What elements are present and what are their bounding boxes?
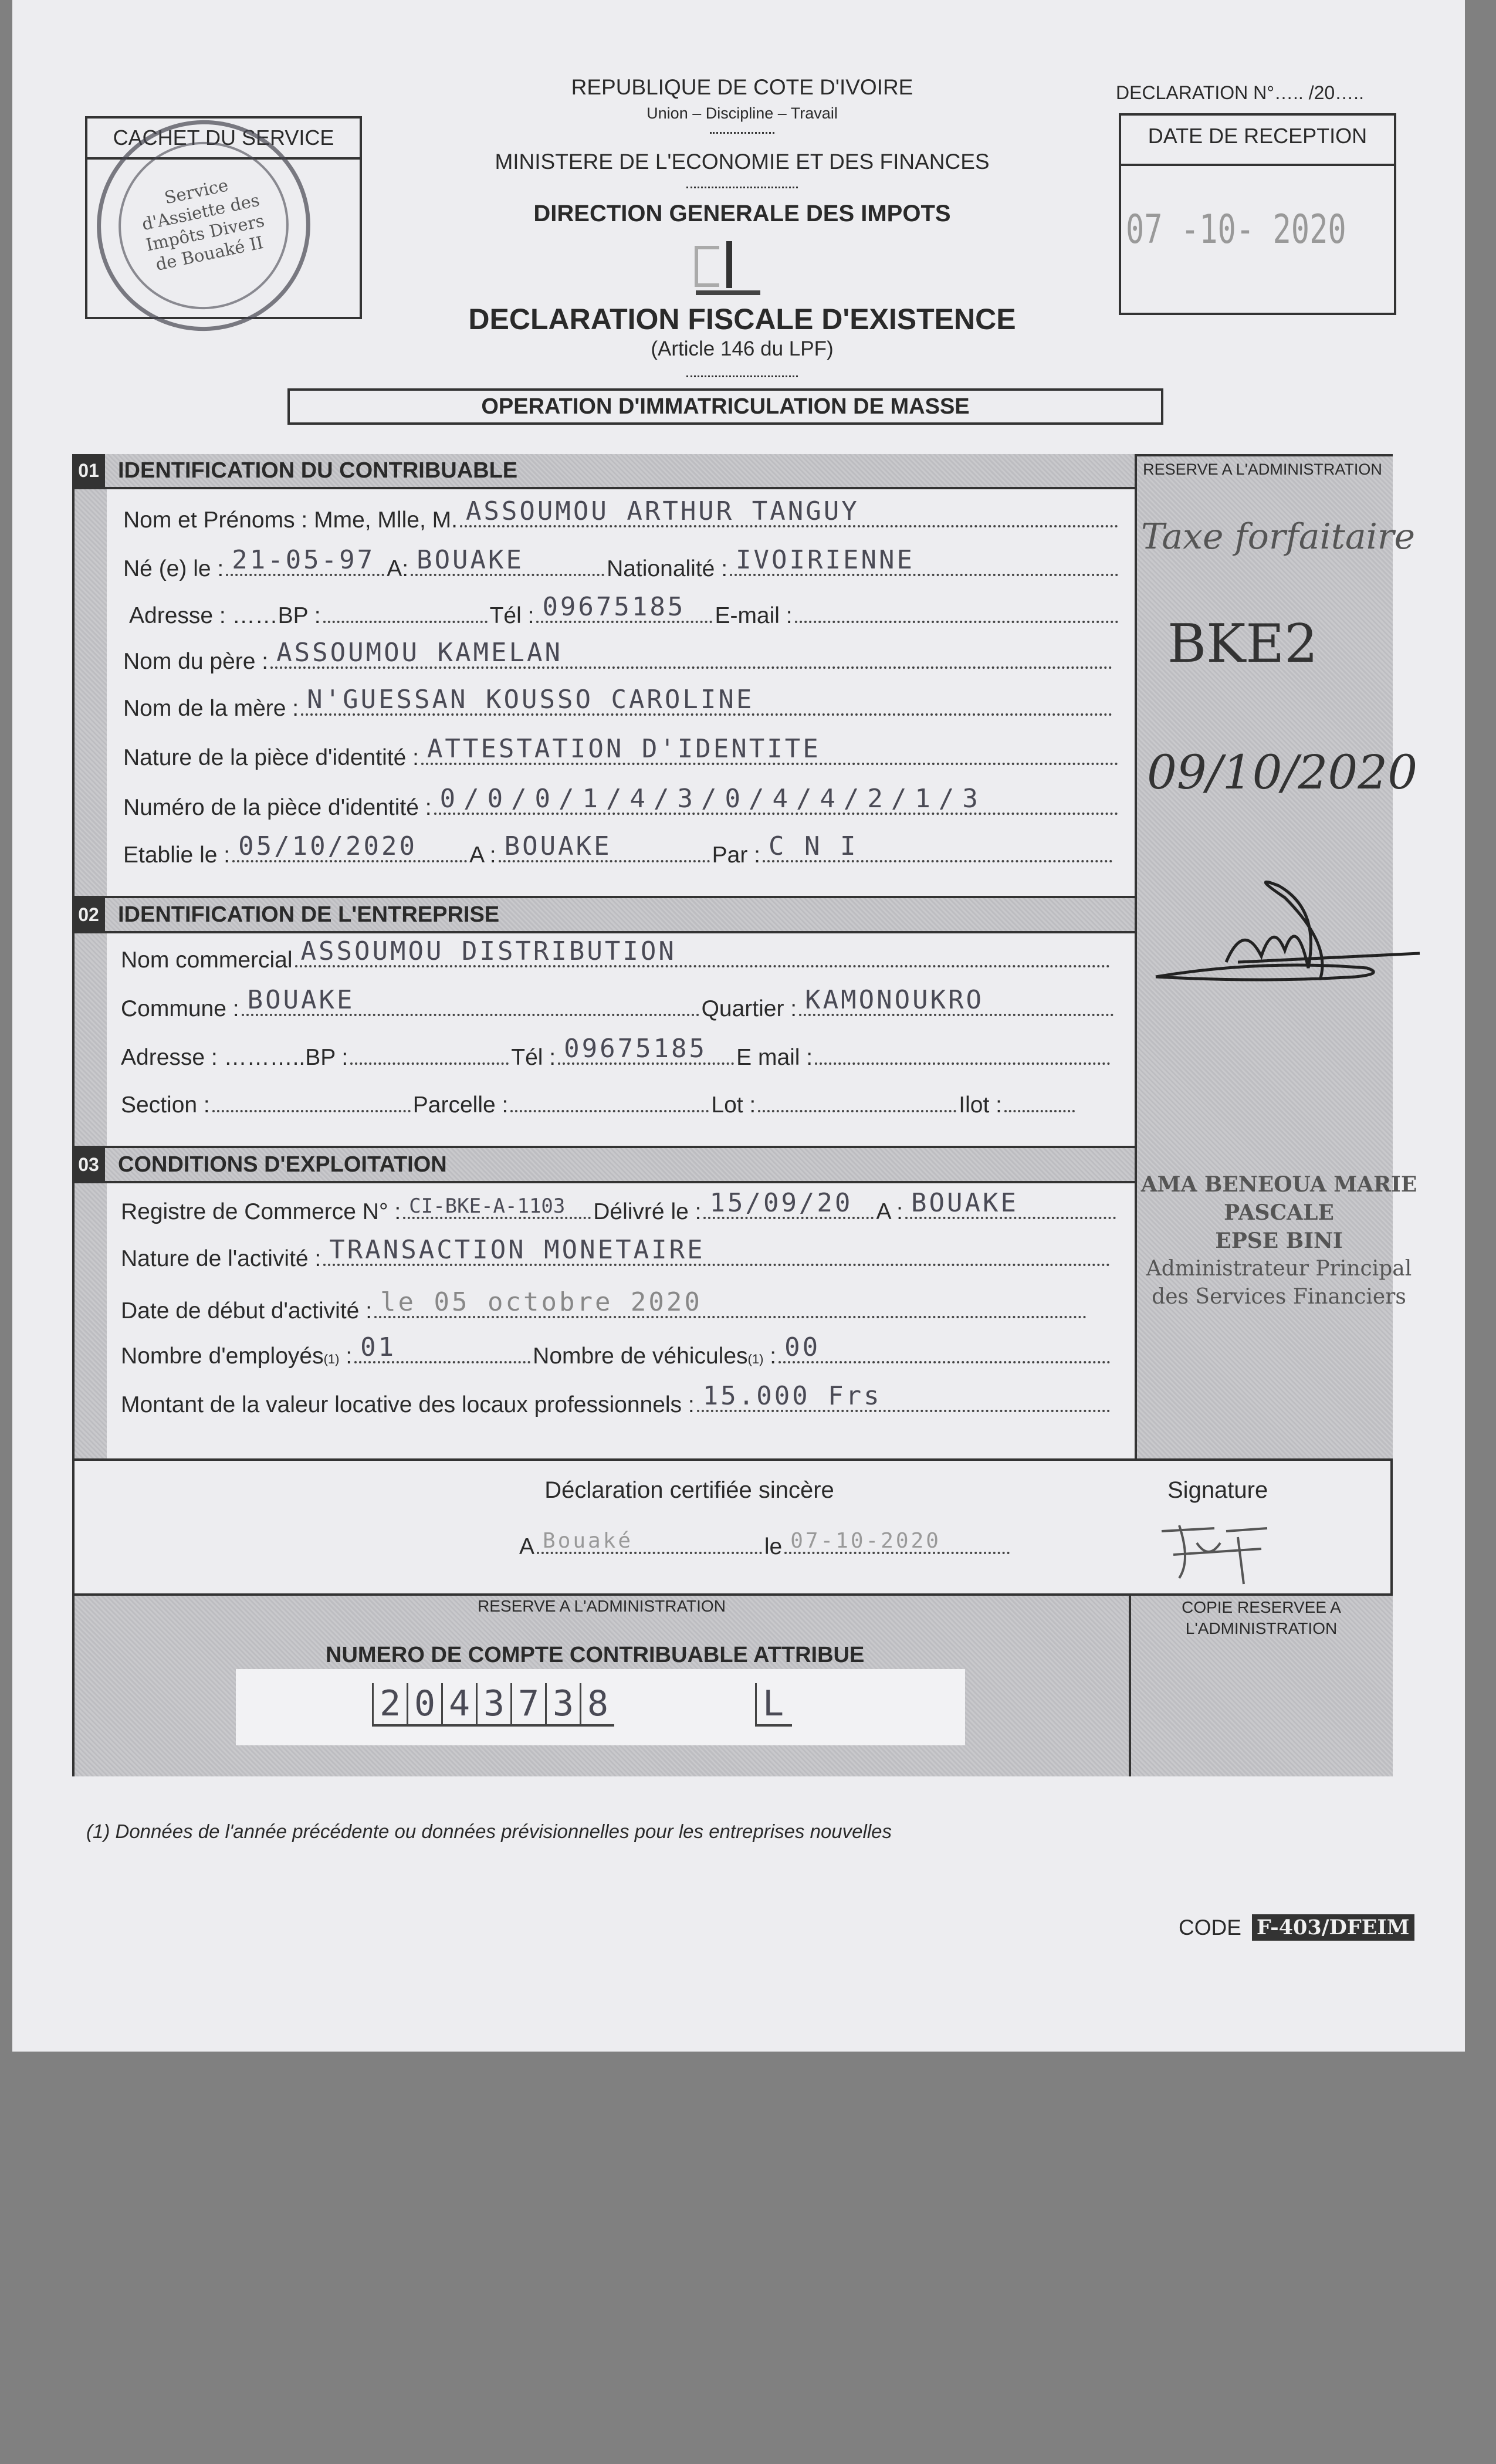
reception-label: DATE DE RECEPTION <box>1148 124 1368 148</box>
vehicles-label: Nombre de véhicules <box>533 1343 748 1369</box>
company-bp-field[interactable] <box>350 1039 509 1065</box>
birthplace-label: A: <box>387 556 409 581</box>
stamp-text: Service d'Assiette des Impôts Divers de Bouaké II <box>140 175 266 275</box>
email-field[interactable] <box>795 597 1118 623</box>
ilot-label: Ilot : <box>959 1092 1002 1118</box>
parcelle-label: Parcelle : <box>412 1092 509 1118</box>
mother-field[interactable] <box>301 685 1112 716</box>
admin-date: 09/10/2020 <box>1147 745 1418 800</box>
colon: : <box>763 1343 777 1369</box>
birthdate-field[interactable] <box>226 545 384 576</box>
admin-signature <box>1144 851 1426 997</box>
tel-field[interactable] <box>536 592 712 623</box>
field-row-effectifs <box>121 1332 1112 1369</box>
certification-text: Déclaration certifiée sincère <box>544 1477 834 1503</box>
field-row-etablie <box>123 831 1115 868</box>
section-field[interactable] <box>212 1087 411 1112</box>
rc-date-field[interactable] <box>703 1188 874 1219</box>
operation-banner: OPERATION D'IMMATRICULATION DE MASSE <box>287 388 1163 425</box>
declaration-number: DECLARATION N°….. /20….. <box>1116 82 1364 103</box>
form-code-label: CODE <box>1179 1915 1241 1940</box>
account-digit: 7 <box>510 1683 545 1724</box>
mother-label: Nom de la mère : <box>123 696 299 721</box>
cert-date-value: 07-10-2020 <box>790 1529 941 1553</box>
employees-value: 01 <box>360 1332 397 1362</box>
id-type-label: Nature de la pièce d'identité : <box>123 745 419 770</box>
company-email-label: E mail : <box>736 1045 813 1070</box>
account-digit: 8 <box>580 1683 614 1724</box>
rental-value-label: Montant de la valeur locative des locaux professionnels : <box>121 1392 695 1417</box>
reception-date-stamp: 07 -10- 2020 <box>1126 207 1346 253</box>
activity-label: Nature de l'activité : <box>121 1246 321 1271</box>
field-row-nom <box>123 496 1121 533</box>
admin-note: Taxe forfaitaire <box>1141 516 1415 557</box>
nom-field[interactable] <box>460 496 1118 527</box>
footnote-mark: (1) <box>323 1352 340 1366</box>
trade-name-field[interactable] <box>295 936 1110 967</box>
ilot-field[interactable] <box>1004 1087 1075 1112</box>
rc-value: CI-BKE-A-1103 <box>409 1194 566 1218</box>
certification-place-date <box>519 1528 1012 1560</box>
issued-by-label: Par : <box>712 842 761 868</box>
field-row-naissance <box>123 545 1121 582</box>
section-02-header <box>72 896 1135 933</box>
nationality-label: Nationalité : <box>607 556 728 581</box>
nationality-value: IVOIRIENNE <box>736 545 915 575</box>
mother-value: N'GUESSAN KOUSSO CAROLINE <box>307 685 754 715</box>
cert-place-field[interactable] <box>537 1528 762 1554</box>
field-row-montant <box>121 1381 1112 1418</box>
issued-place-label: A : <box>469 842 496 868</box>
id-type-value: ATTESTATION D'IDENTITE <box>427 734 821 764</box>
vehicles-value: 00 <box>784 1332 821 1362</box>
official-name: AMA BENEOUA MARIE PASCALE <box>1140 1172 1417 1225</box>
admin-column-title: RESERVE A L'ADMINISTRATION <box>1143 461 1382 478</box>
quartier-value: KAMONOUKRO <box>805 985 984 1015</box>
field-row-activite <box>121 1235 1112 1272</box>
article-reference: (Article 146 du LPF) <box>651 337 834 360</box>
activity-value: TRANSACTION MONETAIRE <box>329 1235 705 1265</box>
form-title: DECLARATION FISCALE D'EXISTENCE <box>468 303 1016 336</box>
section-label: Section : <box>121 1092 210 1118</box>
left-margin-strip <box>75 456 107 1458</box>
account-digit: 3 <box>545 1683 580 1724</box>
admin-code: BKE2 <box>1167 613 1318 675</box>
company-bp-label: Adresse : ………..BP : <box>121 1045 348 1070</box>
colon: : <box>339 1343 353 1369</box>
bp-field[interactable] <box>323 597 488 623</box>
issued-place-value: BOUAKE <box>504 831 612 861</box>
vehicles-field[interactable] <box>779 1332 1110 1363</box>
rental-value-field[interactable] <box>697 1381 1110 1412</box>
cert-place-label: A <box>519 1534 535 1559</box>
company-tel-value: 09675185 <box>564 1034 708 1064</box>
tel-label: Tél : <box>489 603 534 628</box>
direction-name: DIRECTION GENERALE DES IMPOTS <box>533 201 951 226</box>
field-row-numero-piece <box>123 784 1121 821</box>
account-digits <box>372 1683 614 1727</box>
field-row-adresse <box>129 592 1121 629</box>
father-label: Nom du père : <box>123 649 269 674</box>
nom-label: Nom et Prénoms : Mme, Mlle, M. <box>123 507 458 533</box>
motto: Union – Discipline – Travail <box>647 104 838 122</box>
section-title: IDENTIFICATION DE L'ENTREPRISE <box>118 902 500 927</box>
section-title: CONDITIONS D'EXPLOITATION <box>118 1152 447 1177</box>
activity-field[interactable] <box>323 1235 1110 1266</box>
field-row-registre <box>121 1188 1118 1225</box>
commune-label: Commune : <box>121 996 239 1021</box>
employees-field[interactable] <box>354 1332 530 1363</box>
birthplace-value: BOUAKE <box>417 545 524 575</box>
issued-place-field[interactable] <box>499 831 710 862</box>
issued-by-value: C N I <box>769 831 858 861</box>
lot-label: Lot : <box>711 1092 756 1118</box>
form-code <box>1179 1914 1414 1941</box>
trade-name-value: ASSOUMOU DISTRIBUTION <box>300 936 676 966</box>
account-digit: 4 <box>441 1683 476 1724</box>
field-row-debut <box>121 1287 1089 1324</box>
company-tel-label: Tél : <box>511 1045 556 1070</box>
quartier-label: Quartier : <box>701 996 797 1021</box>
divider <box>710 132 774 134</box>
footnote-mark: (1) <box>747 1352 764 1366</box>
rc-place-label: A : <box>876 1199 903 1224</box>
account-digit: 3 <box>476 1683 510 1724</box>
account-digit: 0 <box>407 1683 441 1724</box>
issued-date-field[interactable] <box>232 831 467 862</box>
account-digit: 2 <box>372 1683 407 1724</box>
dgi-logo <box>692 238 769 296</box>
field-row-nom-commercial <box>121 936 1112 973</box>
bp-label: Adresse : ……BP : <box>129 603 321 628</box>
issued-date-label: Etablie le : <box>123 842 231 868</box>
official-stamp <box>1115 1170 1443 1311</box>
cert-date-field[interactable] <box>784 1528 1010 1554</box>
id-number-value: 0/0/0/1/4/3/0/4/4/2/1/3 <box>439 784 986 814</box>
account-title: NUMERO DE COMPTE CONTRIBUABLE ATTRIBUE <box>326 1643 865 1667</box>
section-number: 01 <box>72 454 105 487</box>
divider <box>72 1458 1393 1461</box>
commune-value: BOUAKE <box>247 985 355 1015</box>
id-number-field[interactable] <box>434 784 1118 815</box>
father-field[interactable] <box>270 638 1112 669</box>
rc-field[interactable] <box>403 1193 591 1219</box>
company-email-field[interactable] <box>815 1039 1110 1065</box>
quartier-field[interactable] <box>799 985 1113 1016</box>
birthdate-label: Né (e) le : <box>123 556 224 581</box>
account-key: L <box>755 1683 792 1727</box>
account-reserve-label: RESERVE A L'ADMINISTRATION <box>478 1597 726 1615</box>
country-name: REPUBLIQUE DE COTE D'IVOIRE <box>571 75 913 99</box>
rc-place-field[interactable] <box>905 1188 1116 1219</box>
rc-date-label: Délivré le : <box>593 1199 702 1224</box>
rental-value-value: 15.000 Frs <box>702 1381 882 1411</box>
footnote: (1) Données de l'année précédente ou données prévisionnelles pour les entreprises nouvelles <box>86 1820 892 1842</box>
commune-field[interactable] <box>242 985 699 1016</box>
issued-date-value: 05/10/2020 <box>238 831 418 861</box>
email-label: E-mail : <box>715 603 793 628</box>
field-row-piece <box>123 734 1121 771</box>
official-title: Administrateur Principal <box>1146 1257 1412 1281</box>
field-row-pere <box>123 638 1115 675</box>
divider <box>686 375 798 377</box>
section-number: 02 <box>72 898 105 931</box>
official-name-2: EPSE BINI <box>1215 1228 1343 1253</box>
rc-date-value: 15/09/20 <box>709 1188 853 1218</box>
signature-label: Signature <box>1167 1477 1268 1503</box>
tel-value: 09675185 <box>542 592 686 622</box>
field-row-cadastre <box>121 1087 1077 1118</box>
field-row-commune <box>121 985 1116 1022</box>
declarant-signature[interactable] <box>1150 1514 1291 1590</box>
employees-label: Nombre d'employés <box>121 1343 324 1369</box>
parcelle-field[interactable] <box>510 1087 709 1112</box>
id-number-label: Numéro de la pièce d'identité : <box>123 795 432 820</box>
father-value: ASSOUMOU KAMELAN <box>276 638 563 668</box>
cachet-label: CACHET DU SERVICE <box>113 126 334 150</box>
form-code-value: F-403/DFEIM <box>1252 1914 1414 1941</box>
ministry-name: MINISTERE DE L'ECONOMIE ET DES FINANCES <box>495 150 990 174</box>
section-number: 03 <box>72 1148 105 1181</box>
issued-by-field[interactable] <box>763 831 1112 862</box>
cert-place-value: Bouaké <box>543 1529 634 1553</box>
section-03-header <box>72 1146 1135 1183</box>
nationality-field[interactable] <box>730 545 1118 576</box>
section-01-header <box>72 454 1135 489</box>
birthplace-field[interactable] <box>411 545 604 576</box>
trade-name-label: Nom commercial <box>121 947 293 973</box>
birthdate-value: 21-05-97 <box>232 545 375 575</box>
field-row-adresse-entreprise <box>121 1034 1112 1071</box>
section-title: IDENTIFICATION DU CONTRIBUABLE <box>118 458 518 483</box>
id-type-field[interactable] <box>421 734 1118 765</box>
official-title-2: des Services Financiers <box>1152 1285 1406 1309</box>
divider <box>686 187 798 188</box>
reception-box <box>1119 113 1396 315</box>
rc-place-value: BOUAKE <box>911 1188 1018 1218</box>
nom-value: ASSOUMOU ARTHUR TANGUY <box>465 496 859 526</box>
cert-date-label: le <box>764 1534 783 1559</box>
company-tel-field[interactable] <box>558 1034 734 1065</box>
field-row-mere <box>123 685 1115 722</box>
start-date-label: Date de début d'activité : <box>121 1298 373 1324</box>
lot-field[interactable] <box>758 1087 956 1112</box>
start-date-field[interactable] <box>374 1287 1087 1318</box>
copy-reserve-label: COPIE RESERVEE A L'ADMINISTRATION <box>1182 1598 1341 1637</box>
start-date-value: le 05 octobre 2020 <box>380 1287 702 1317</box>
account-number-box <box>236 1669 965 1745</box>
rc-label: Registre de Commerce N° : <box>121 1199 401 1224</box>
